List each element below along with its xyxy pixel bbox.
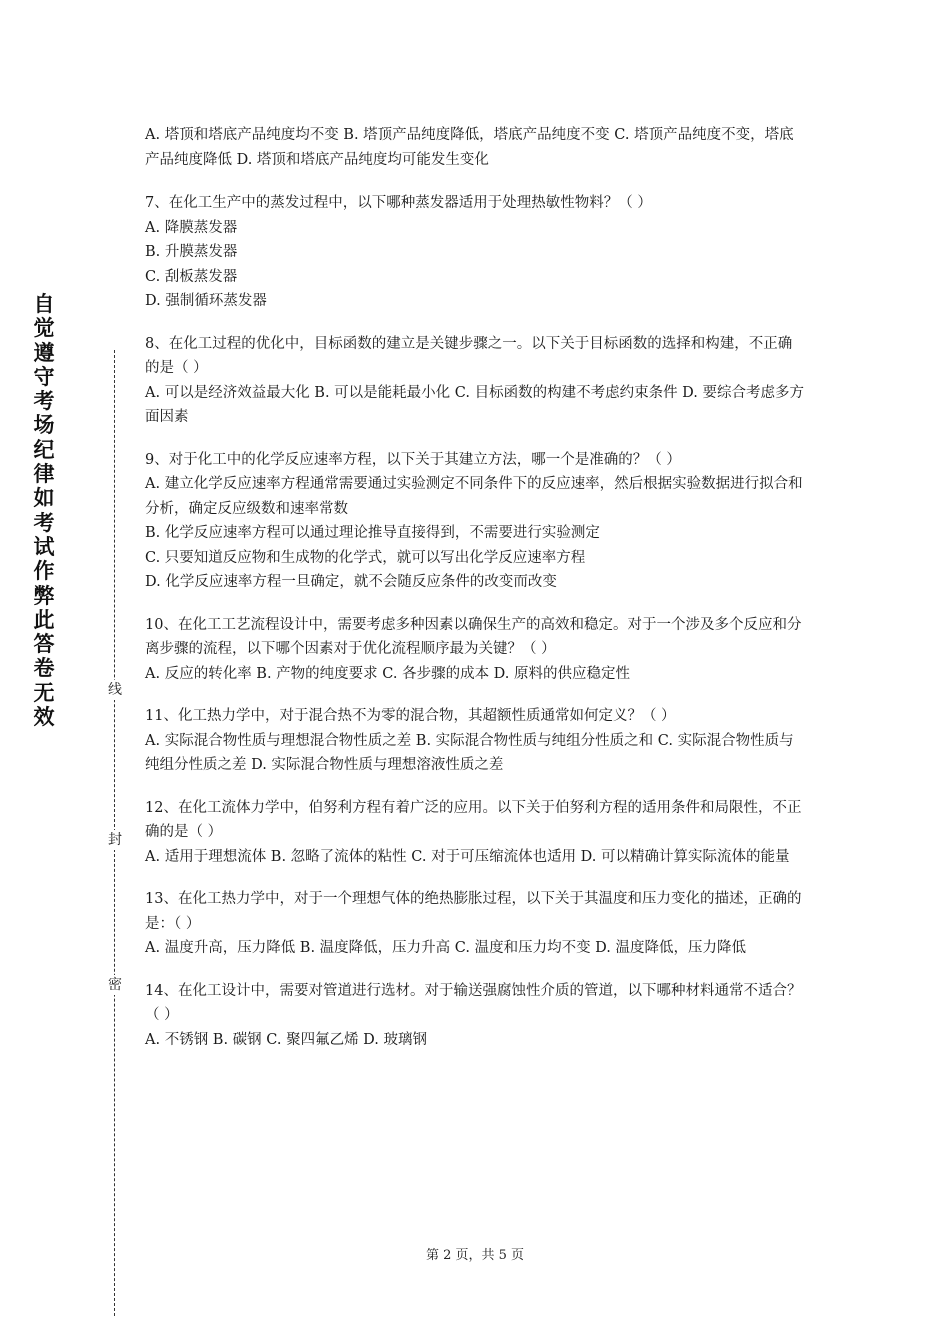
question-14 bbox=[145, 979, 805, 1053]
question-options: A. 实际混合物性质与理想混合物性质之差 B. 实际混合物性质与纯组分性质之和 C. 实际混合物性质与纯组分性质之差 D. 实际混合物性质与理想溶液性质之差 bbox=[145, 732, 794, 773]
option-a: A. 降膜蒸发器 bbox=[145, 219, 238, 236]
question-12 bbox=[145, 796, 805, 870]
question-options: A. 反应的转化率 B. 产物的纯度要求 C. 各步骤的成本 D. 原料的供应稳定性 bbox=[145, 665, 631, 682]
exam-discipline-notice: 自觉遵守考场纪律如考试作弊此答卷无效 bbox=[33, 292, 55, 730]
option-a: A. 建立化学反应速率方程通常需要通过实验测定不同条件下的反应速率，然后根据实验数据进行拟合和分析，确定反应级数和速率常数 bbox=[145, 476, 803, 517]
question-stem: 10、在化工工艺流程设计中，需要考虑多种因素以确保生产的高效和稳定。对于一个涉及多个反应和分离步骤的流程，以下哪个因素对于优化流程顺序最为关键？（ ） bbox=[145, 616, 802, 657]
option-b: B. 升膜蒸发器 bbox=[145, 244, 238, 260]
question-6-options: A. 塔顶和塔底产品纯度均不变 B. 塔顶产品纯度降低，塔底产品纯度不变 C. 塔顶产品纯度不变，塔底产品纯度降低 D. 塔顶和塔底产品纯度均可能发生变化 bbox=[145, 127, 794, 168]
question-stem: 13、在化工热力学中，对于一个理想气体的绝热膨胀过程，以下关于其温度和压力变化的描述，正确的是：（ ） bbox=[145, 891, 802, 932]
question-8 bbox=[145, 332, 805, 430]
question-options: A. 可以是经济效益最大化 B. 可以是能耗最小化 C. 目标函数的构建不考虑约束条件 D. 要综合考虑多方面因素 bbox=[145, 384, 805, 425]
option-c: C. 只要知道反应物和生成物的化学式，就可以写出化学反应速率方程 bbox=[145, 549, 586, 566]
binding-mark-line: 线 bbox=[108, 682, 122, 698]
question-10 bbox=[145, 613, 805, 687]
question-options: A. 不锈钢 B. 碳钢 C. 聚四氟乙烯 D. 玻璃钢 bbox=[145, 1031, 428, 1048]
question-stem: 9、对于化工中的化学反应速率方程，以下关于其建立方法，哪一个是准确的？（ ） bbox=[145, 451, 681, 468]
binding-mark-seal: 封 bbox=[108, 832, 122, 848]
question-stem: 14、在化工设计中，需要对管道进行选材。对于输送强腐蚀性介质的管道，以下哪种材料通常不适合？（ ） bbox=[145, 982, 802, 1023]
question-13 bbox=[145, 887, 805, 961]
option-d: D. 化学反应速率方程一旦确定，就不会随反应条件的改变而改变 bbox=[145, 574, 557, 590]
question-stem: 12、在化工流体力学中，伯努利方程有着广泛的应用。以下关于伯努利方程的适用条件和局限性，不正确的是（ ） bbox=[145, 799, 802, 840]
binding-mark-secret: 密 bbox=[108, 977, 122, 993]
question-6-continuation bbox=[145, 123, 805, 172]
option-b: B. 化学反应速率方程可以通过理论推导直接得到，不需要进行实验测定 bbox=[145, 525, 600, 541]
question-stem: 11、化工热力学中，对于混合热不为零的混合物，其超额性质通常如何定义？（ ） bbox=[145, 708, 676, 724]
question-list bbox=[145, 123, 805, 1070]
question-options: A. 适用于理想流体 B. 忽略了流体的粘性 C. 对于可压缩流体也适用 D. 可以精确计算实际流体的能量 bbox=[145, 848, 790, 865]
question-9 bbox=[145, 448, 805, 595]
question-options: A. 温度升高，压力降低 B. 温度降低，压力升高 C. 温度和压力均不变 D. 温度降低，压力降低 bbox=[145, 940, 747, 956]
question-7 bbox=[145, 191, 805, 314]
option-c: C. 刮板蒸发器 bbox=[145, 268, 238, 285]
question-11 bbox=[145, 704, 805, 778]
option-d: D. 强制循环蒸发器 bbox=[145, 293, 267, 309]
question-stem: 7、在化工生产中的蒸发过程中，以下哪种蒸发器适用于处理热敏性物料？（ ） bbox=[145, 195, 652, 211]
page-number: 第 2 页，共 5 页 bbox=[425, 1248, 525, 1263]
question-stem: 8、在化工过程的优化中，目标函数的建立是关键步骤之一。以下关于目标函数的选择和构建，不正确的是（ ） bbox=[145, 335, 793, 376]
